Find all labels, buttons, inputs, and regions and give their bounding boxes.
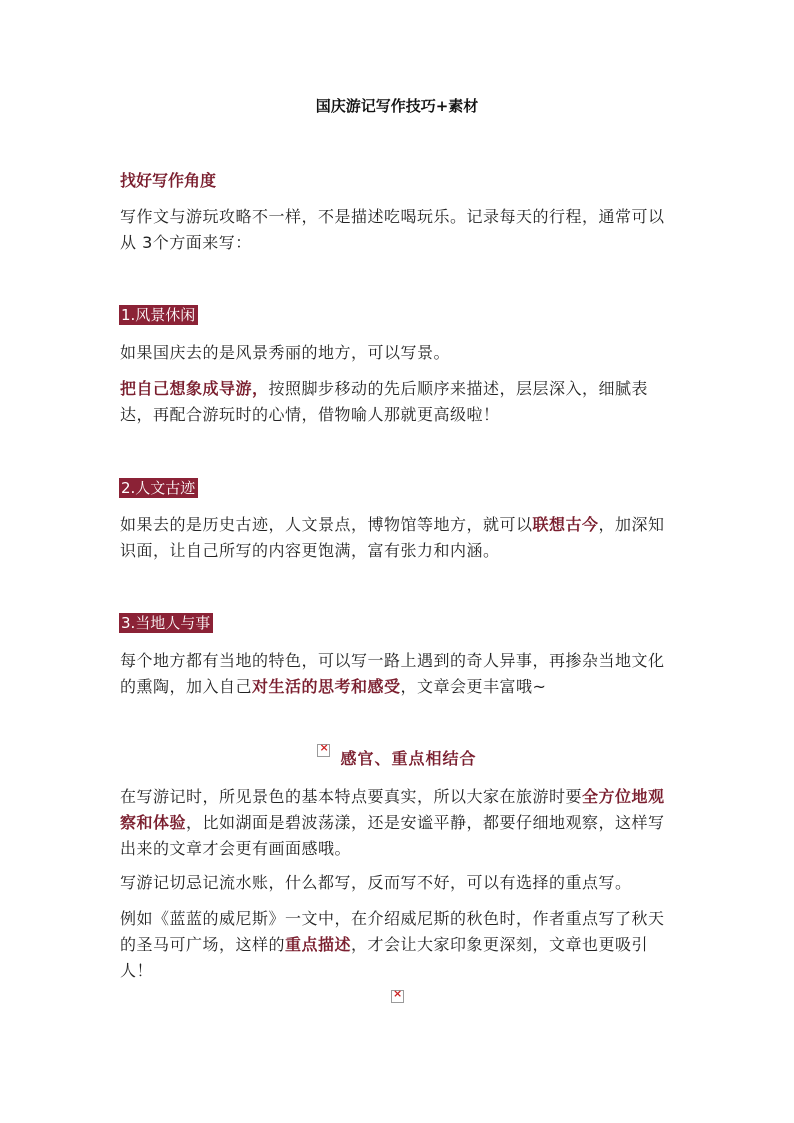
section-heading-senses bbox=[0, 746, 794, 769]
example-text-b: ，才会让大家印象更深刻，文章也更吸引人！ bbox=[120, 935, 649, 980]
local-text-b: ，文章会更丰富哦~ bbox=[400, 677, 547, 696]
broken-image-icon bbox=[391, 990, 404, 1003]
scenery-paragraph-2 bbox=[120, 376, 680, 428]
badge-scenery: 1.风景休闲 bbox=[119, 305, 198, 325]
heritage-paragraph bbox=[120, 512, 680, 564]
example-text-a: 例如《蓝蓝的威尼斯》一文中，在介绍威尼斯的秋色时，作者重点写了秋天的圣马可广场，这样的 bbox=[120, 909, 665, 954]
scenery-highlight: 把自己想象成导游， bbox=[120, 379, 269, 398]
scenery-text: 按照脚步移动的先后顺序来描述，层层深入，细腻表达，再配合游玩时的心情，借物喻人那就更高级啦！ bbox=[120, 379, 649, 424]
intro-paragraph: 写作文与游玩攻略不一样，不是描述吃喝玩乐。记录每天的行程，通常可以从 3个方面来写： bbox=[120, 207, 665, 252]
broken-image-bottom bbox=[391, 988, 404, 1007]
local-paragraph bbox=[120, 648, 680, 700]
badge-local-people: 3.当地人与事 bbox=[119, 613, 213, 633]
badge-heritage: 2.人文古迹 bbox=[119, 478, 198, 498]
senses-paragraph-3 bbox=[120, 906, 680, 984]
heritage-text-a: 如果去的是历史古迹，人文景点，博物馆等地方，就可以 bbox=[120, 515, 533, 534]
heritage-text-b: ，加深知识面，让自己所写的内容更饱满，富有张力和内涵。 bbox=[120, 515, 665, 560]
local-highlight: 对生活的思考和感受 bbox=[252, 677, 401, 696]
senses-paragraph-1 bbox=[120, 784, 680, 862]
heritage-highlight: 联想古今 bbox=[532, 515, 599, 534]
senses-text-a: 在写游记时，所见景色的基本特点要真实，所以大家在旅游时要 bbox=[120, 787, 583, 806]
senses-paragraph-2: 写游记切忌记流水账，什么都写，反而写不好，可以有选择的重点写。 bbox=[120, 873, 632, 892]
senses-text-b: ，比如湖面是碧波荡漾，还是安谧平静，都要仔细地观察，这样写出来的文章才会更有画面感哦。 bbox=[120, 813, 665, 858]
section-heading-angle: 找好写作角度 bbox=[120, 171, 217, 190]
broken-image-icon bbox=[317, 744, 330, 757]
local-text-a: 每个地方都有当地的特色，可以写一路上遇到的奇人异事，再掺杂当地文化的熏陶，加入自己 bbox=[120, 651, 665, 696]
document-title: 国庆游记写作技巧+素材 bbox=[315, 97, 479, 115]
senses-heading-text: 感官、重点相结合 bbox=[340, 749, 477, 768]
example-highlight: 重点描述 bbox=[285, 935, 352, 954]
scenery-paragraph-1: 如果国庆去的是风景秀丽的地方，可以写景。 bbox=[120, 343, 451, 362]
senses-highlight: 全方位地观察和体验 bbox=[120, 787, 665, 832]
